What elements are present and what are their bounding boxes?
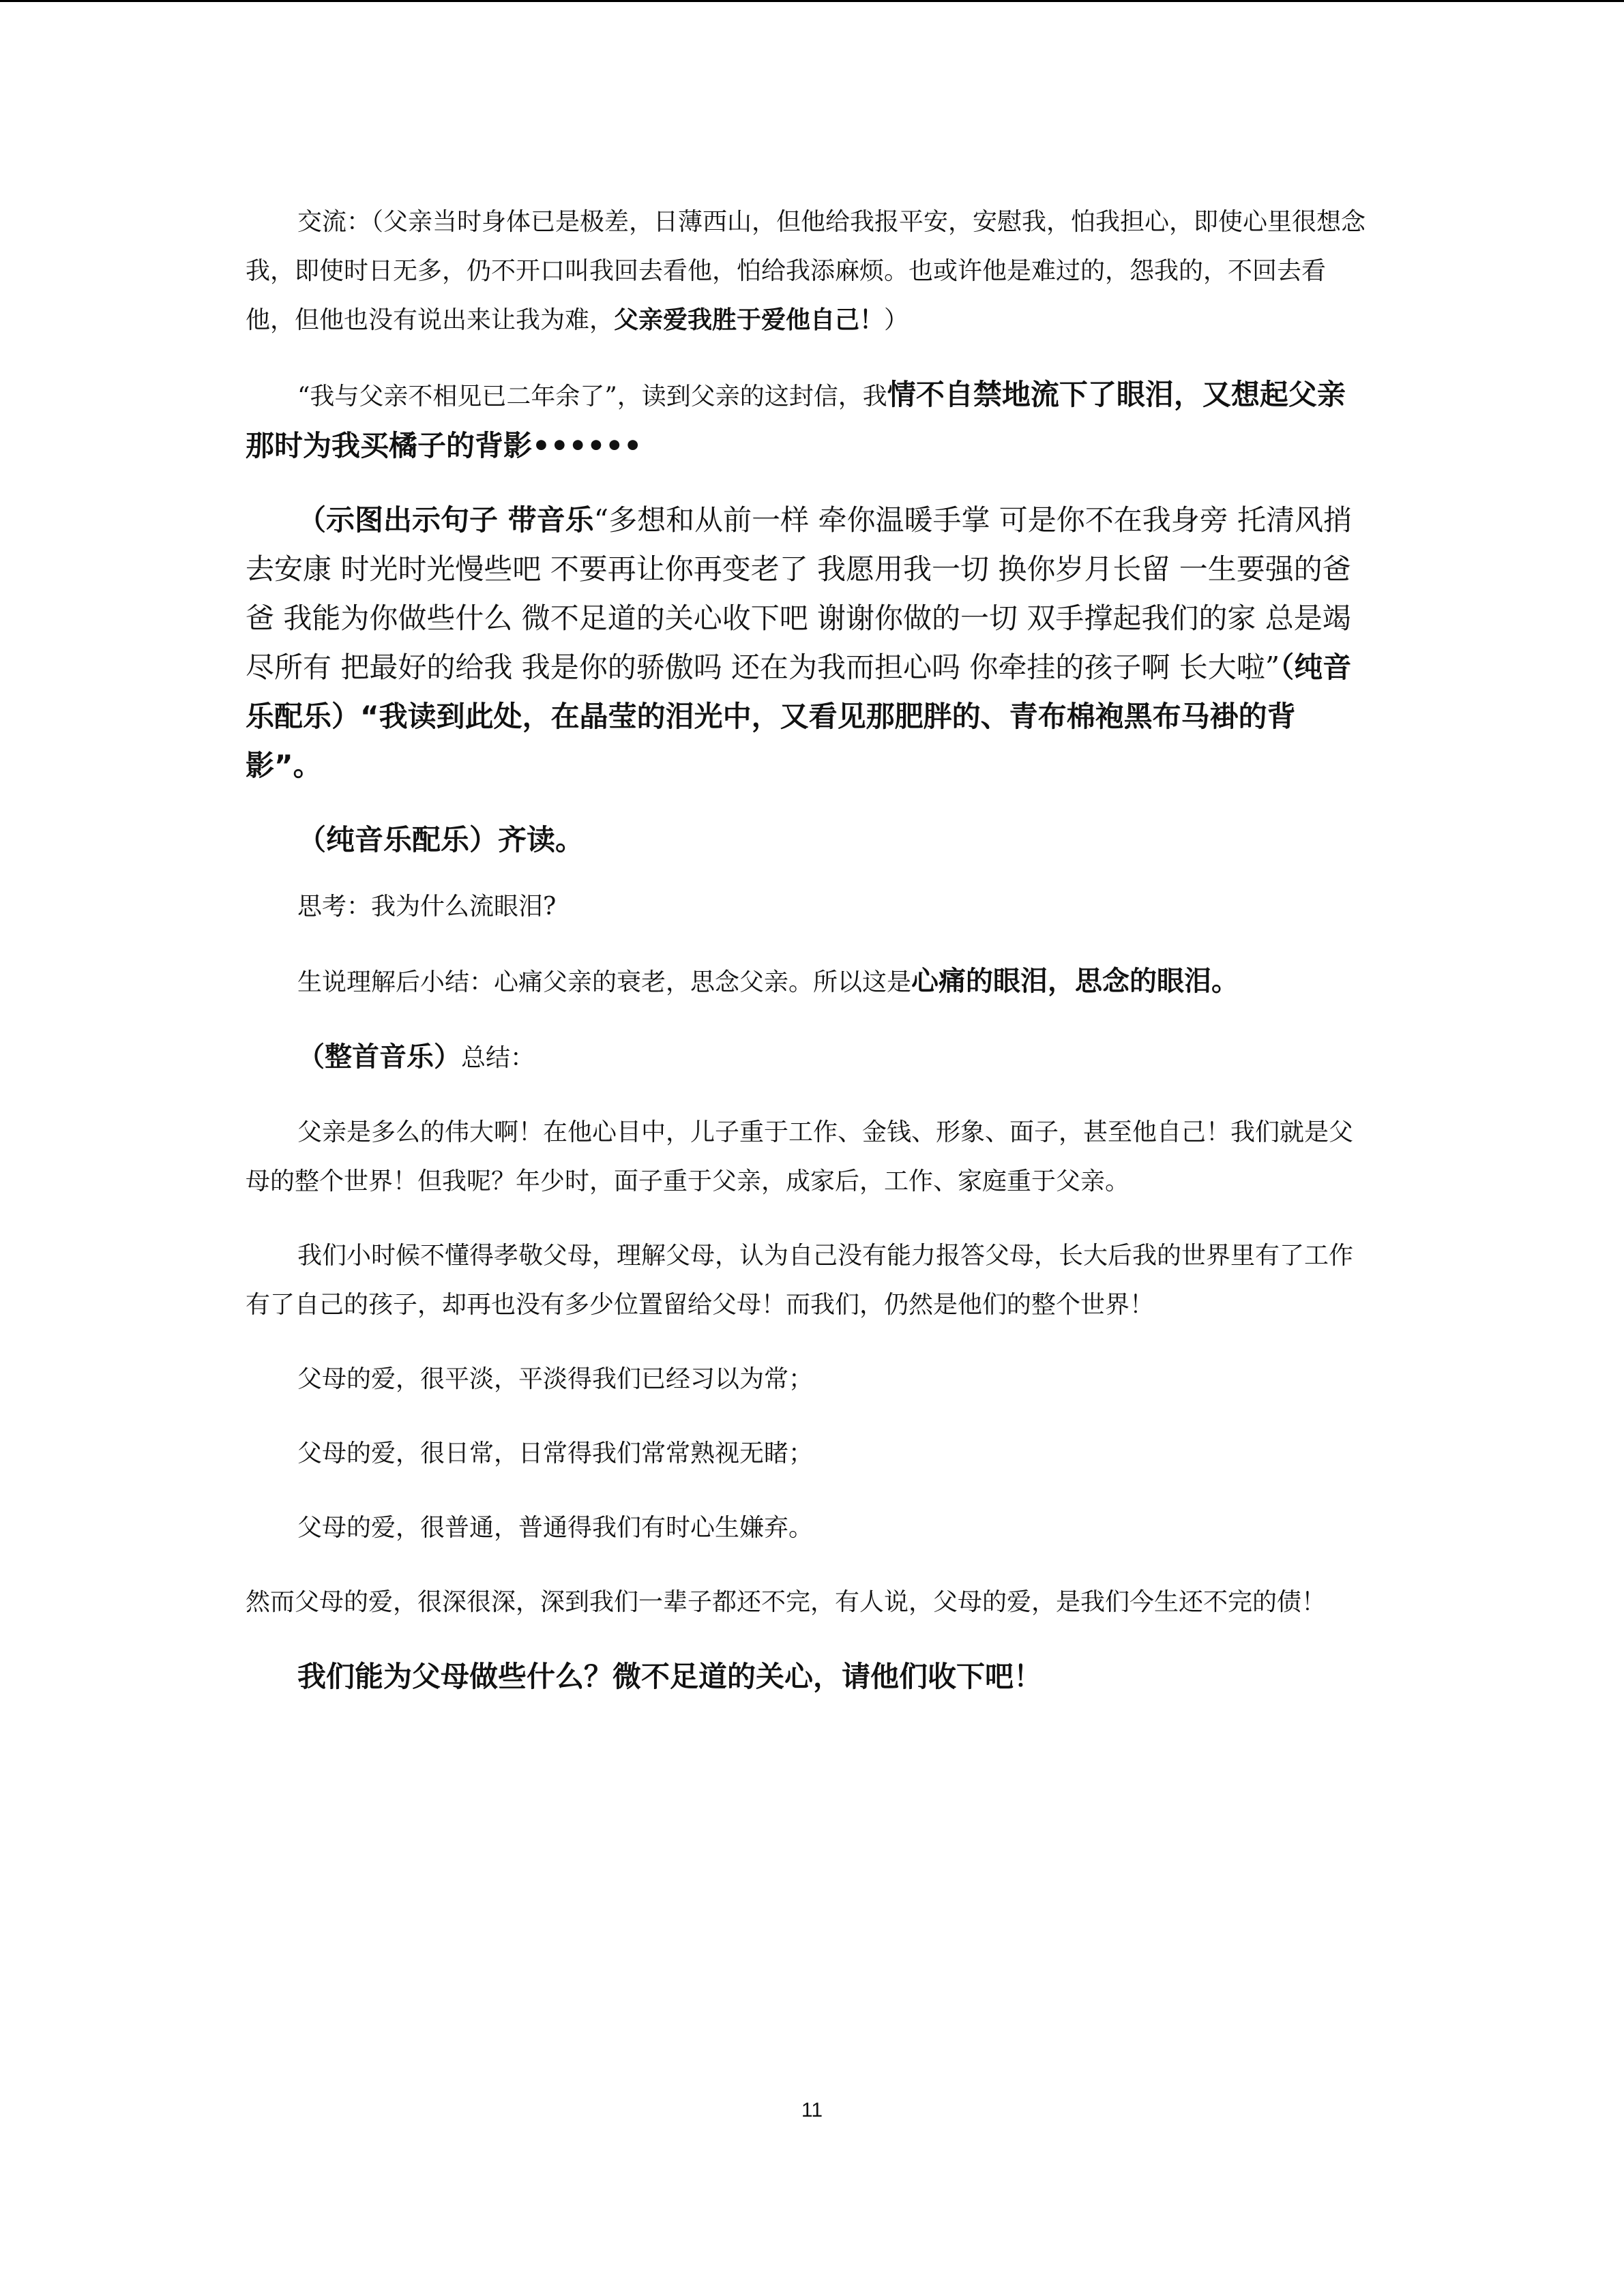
- page-number: 11: [801, 2099, 823, 2121]
- paragraph-music-summary: [246, 1032, 1371, 1083]
- top-border-line: [0, 0, 1624, 2]
- paragraph-letter-quote: [246, 370, 1371, 471]
- text-run-bold: 父亲爱我胜于爱他自己！: [614, 306, 885, 334]
- text-run: “我与父亲不相见已二年余了”，读到父亲的这封信，我: [297, 383, 887, 411]
- text-run: 父母的爱，很普通，普通得我们有时心生嫌弃。: [297, 1514, 814, 1542]
- paragraph-childhood: [246, 1232, 1371, 1330]
- document-body: [246, 198, 1371, 1727]
- text-run: 父母的爱，很日常，日常得我们常常熟视无睹；: [297, 1440, 814, 1467]
- text-run: 我们小时候不懂得孝敬父母，理解父母，认为自己没有能力报答父母，长大后我的世界里有了工作有了自己的孩子，却再也没有多少位置留给父母！而我们，仍然是他们的整个世界！: [246, 1242, 1354, 1319]
- paragraph-think: [246, 882, 1371, 931]
- text-run-bold: （示图出示句子 带音乐: [297, 503, 594, 537]
- text-run: 然而父母的爱，很深很深，深到我们一辈子都还不完，有人说，父母的爱，是我们今生还不完的债！: [246, 1588, 1327, 1616]
- paragraph-summary-tears: [246, 957, 1371, 1007]
- paragraph-closing: [246, 1652, 1371, 1701]
- paragraph-song-lyrics: [246, 496, 1371, 790]
- text-run: ）: [884, 306, 909, 334]
- paragraph-exchange: [246, 198, 1371, 345]
- text-run-bold: 我们能为父母做些什么？微不足道的关心，请他们收下吧！: [297, 1660, 1043, 1693]
- text-run-bold: 情不自禁地流下了眼泪，又想起父亲那时为我买橘子的背影••••••: [246, 378, 1346, 462]
- text-run-bold: （纯音乐配乐）齐读。: [297, 823, 585, 856]
- text-run: 思考：我为什么流眼泪?: [297, 893, 557, 921]
- paragraph-love-deep: [246, 1578, 1371, 1627]
- paragraph-love-daily: [246, 1429, 1371, 1478]
- text-run: 生说理解后小结：心痛父亲的衰老，思念父亲。所以这是: [297, 968, 912, 996]
- text-run: 总结：: [461, 1044, 535, 1072]
- paragraph-love-plain: [246, 1355, 1371, 1404]
- text-run-bold: （整首音乐）: [297, 1041, 461, 1073]
- text-run: 父亲是多么的伟大啊！在他心目中，儿子重于工作、金钱、形象、面子，甚至他自己！我们就是父母的整个世界！但我呢？年少时，面子重于父亲，成家后，工作、家庭重于父亲。: [246, 1118, 1354, 1195]
- paragraph-father-greatness: [246, 1108, 1371, 1206]
- text-run: “多想和从前一样 牵你温暖手掌 可是你不在我身旁 托清风捎去安康 时光时光慢些吧 不要再让你再变老了 我愿用我一切 换你岁月长留 一生要强的爸爸 我能为你做些什么 微不足道的关心收下吧 谢谢你做的一切 双手撑起我们的家 总是竭尽所有 把最好的给我 我是你的骄傲吗 还在为我而担心吗 你牵挂的孩子啊 长大啦”: [246, 503, 1353, 684]
- paragraph-love-ordinary: [246, 1504, 1371, 1553]
- text-run-bold: （纯音乐配乐）“我读到此处，在晶莹的泪光中，又看见那肥胖的、青布棉袍黑布马褂的背影”。: [246, 651, 1352, 782]
- text-run: 父母的爱，很平淡，平淡得我们已经习以为常；: [297, 1365, 814, 1393]
- text-run: 交流：（父亲当时身体已是极差，日薄西山，但他给我报平安，安慰我，怕我担心，即使心里很想念我，即使时日无多，仍不开口叫我回去看他，怕给我添麻烦。也或许他是难过的，怨我的，不回去看他，但他也没有说出来让我为难，: [246, 208, 1366, 334]
- paragraph-read-together: [246, 816, 1371, 865]
- text-run-bold: 心痛的眼泪，思念的眼泪。: [911, 966, 1239, 997]
